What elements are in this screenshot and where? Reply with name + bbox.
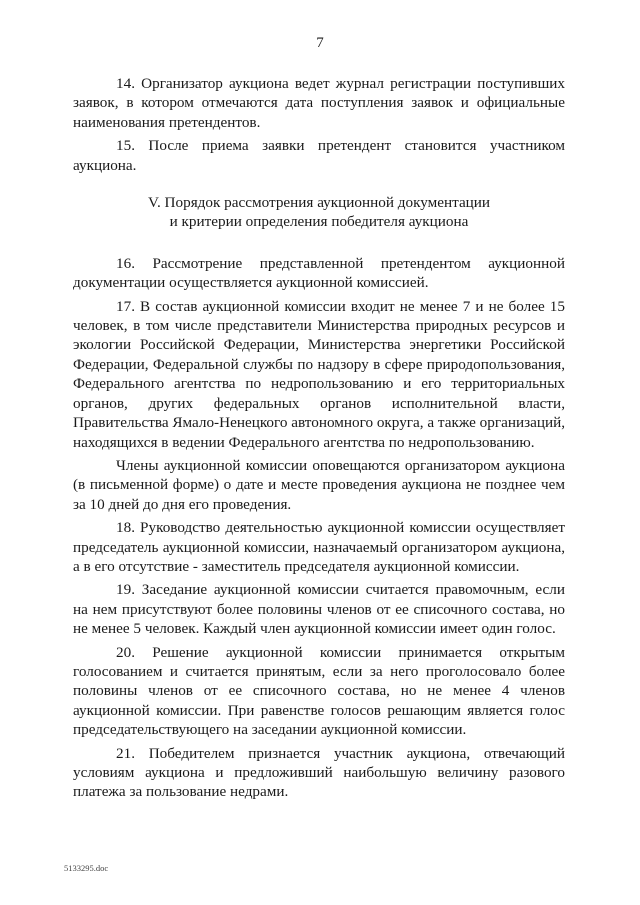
paragraph-15: 15. После приема заявки претендент становится участником аукциона. bbox=[73, 137, 565, 174]
paragraph-16: 16. Рассмотрение представленной претендентом аукционной документации осуществляется аукционной комиссией. bbox=[73, 254, 565, 292]
document-body bbox=[73, 74, 565, 806]
paragraph-17: 17. В состав аукционной комиссии входит не менее 7 и не более 15 человек, в том числе представители Министерства природных ресурсов и экологии Российской Федерации, Министерства энергетики Российской Федерации, Федеральной службы по надзору в сфере природопользования, Федерального агентства по недропользованию и его территориальных органов, других федеральных органов исполнительной власти, Правительства Ямало-Ненецкого автономного округа, а также организаций, находящихся в ведении Федерального агентства по недропользованию. bbox=[73, 297, 565, 451]
section-title bbox=[73, 193, 565, 232]
paragraph-18: 18. Руководство деятельностью аукционной комиссии осуществляет председатель аукционной комиссии, назначаемый организатором аукциона, а в его отсутствие - заместитель председателя аукционной комиссии. bbox=[73, 519, 565, 575]
page-number: 7 bbox=[316, 35, 324, 51]
paragraph-20: 20. Решение аукционной комиссии принимается открытым голосованием и считается принятым, если за него проголосовало более половины членов от ее списочного состава, но не менее 4 членов аукционной комиссии. При равенстве голосов решающим является голос председательствующего на заседании аукционной комиссии. bbox=[73, 643, 565, 739]
paragraph-21: 21. Победителем признается участник аукциона, отвечающий условиям аукциона и предложивший наибольшую величину разового платежа за пользование недрами. bbox=[73, 744, 565, 801]
document-file-code: 5133295.doc bbox=[64, 863, 109, 873]
paragraph-19: 19. Заседание аукционной комиссии считается правомочным, если на нем присутствуют более половины членов от ее списочного состава, но не менее 5 человек. Каждый член аукционной комиссии имеет один голос. bbox=[73, 581, 565, 638]
section-title-line-2: и критерии определения победителя аукциона bbox=[169, 213, 469, 231]
paragraph-17-note: Члены аукционной комиссии оповещаются организатором аукциона (в письменной форме) о дате и месте проведения аукциона не позднее чем за 10 дней до дня его проведения. bbox=[73, 456, 565, 513]
section-title-line-1: V. Порядок рассмотрения аукционной документации bbox=[147, 194, 491, 212]
paragraph-14: 14. Организатор аукциона ведет журнал регистрации поступивших заявок, в котором отмечаются дата поступления заявок и официальные наименования претендентов. bbox=[73, 75, 565, 131]
